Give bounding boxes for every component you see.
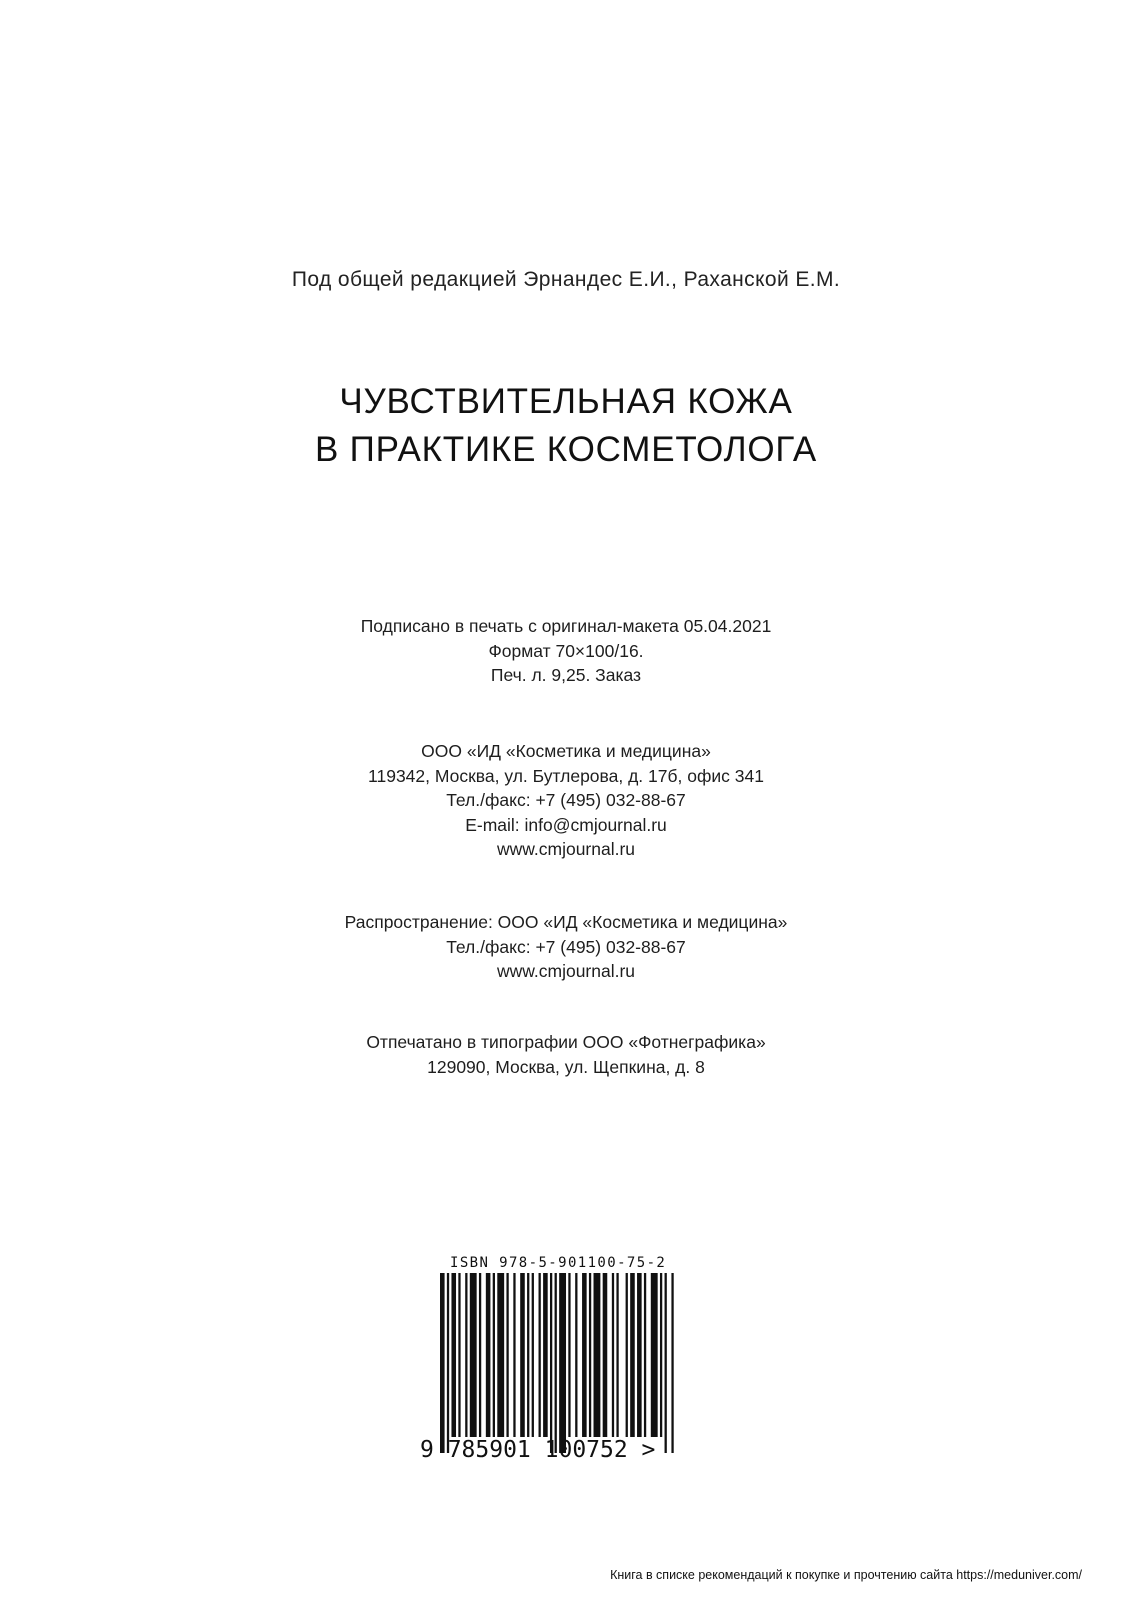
barcode-bar	[612, 1273, 614, 1437]
printing-house-block	[0, 1030, 1132, 1079]
barcode-bar	[637, 1273, 642, 1437]
barcode-bar	[559, 1273, 566, 1453]
barcode-icon	[440, 1273, 676, 1453]
barcode-bar	[594, 1273, 601, 1437]
editors-line: Под общей редакцией Эрнандес Е.И., Раханской Е.М.	[291, 268, 841, 291]
barcode-bar	[603, 1273, 608, 1437]
barcode-bar	[626, 1273, 628, 1437]
barcode-bar	[451, 1273, 456, 1437]
print-format-line: Формат 70×100/16.	[488, 640, 644, 661]
barcode-bar	[465, 1273, 467, 1437]
barcode-bar	[513, 1273, 515, 1437]
print-signed-line: Подписано в печать с оригинал-макета 05.04.2021	[360, 616, 772, 636]
barcode-bar	[575, 1273, 577, 1437]
barcode-bar	[543, 1273, 548, 1437]
distribution-block	[0, 910, 1132, 984]
publisher-block	[0, 739, 1132, 862]
barcode-bar	[458, 1273, 460, 1437]
book-title-line-2: В ПРАКТИКЕ КОСМЕТОЛОГА	[315, 430, 817, 469]
barcode-digits: 9 785901 100752 >	[420, 1437, 656, 1463]
barcode-bar	[497, 1273, 504, 1437]
barcode-bar	[589, 1273, 591, 1437]
barcode-bar	[506, 1273, 508, 1437]
barcode-bar	[660, 1273, 662, 1437]
barcode-bar	[493, 1273, 495, 1437]
barcode-bar	[651, 1273, 658, 1437]
barcode-bar	[630, 1273, 635, 1437]
barcode-bar	[447, 1273, 449, 1453]
barcode-bar	[665, 1273, 667, 1453]
barcode-bar	[470, 1273, 477, 1437]
distribution-line: Распространение: ООО «ИД «Косметика и медицина»	[344, 912, 788, 932]
isbn-label: ISBN 978-5-901100-75-2	[450, 1255, 667, 1271]
footer-note: Книга в списке рекомендаций к покупке и прочтению сайта https://meduniver.com/	[610, 1568, 1082, 1582]
publisher-phone: Тел./факс: +7 (495) 032-88-67	[446, 790, 686, 810]
distribution-site: www.cmjournal.ru	[496, 961, 636, 981]
publisher-name: ООО «ИД «Косметика и медицина»	[421, 741, 711, 761]
printing-house-line: Отпечатано в типографии ООО «Фотнеграфика»	[366, 1032, 766, 1052]
distribution-phone: Тел./факс: +7 (495) 032-88-67	[446, 936, 686, 957]
printing-house-address: 129090, Москва, ул. Щепкина, д. 8	[427, 1056, 705, 1077]
barcode-bar	[539, 1273, 541, 1437]
barcode-bar	[616, 1273, 618, 1437]
isbn-barcode-block	[420, 1255, 690, 1465]
print-info-block	[0, 614, 1132, 688]
barcode-bar	[671, 1273, 673, 1453]
barcode-bar	[555, 1273, 557, 1453]
barcode-bar	[527, 1273, 529, 1437]
barcode-bar	[550, 1273, 552, 1453]
barcode-bar	[486, 1273, 491, 1437]
barcode-bar	[582, 1273, 587, 1437]
print-sheets-line: Печ. л. 9,25. Заказ	[490, 665, 642, 685]
barcode-bar	[568, 1273, 570, 1437]
publisher-address: 119342, Москва, ул. Бутлерова, д. 17б, офис 341	[368, 765, 764, 786]
barcode-bar	[440, 1273, 445, 1453]
barcode-bar	[644, 1273, 646, 1437]
book-title-line-1: ЧУВСТВИТЕЛЬНАЯ КОЖА	[339, 382, 793, 421]
publisher-email: E-mail: info@cmjournal.ru	[465, 814, 667, 835]
barcode-bar	[479, 1273, 481, 1437]
book-title	[0, 378, 1132, 474]
barcode-bar	[520, 1273, 525, 1437]
barcode-bar	[532, 1273, 534, 1437]
publisher-site: www.cmjournal.ru	[496, 839, 636, 859]
